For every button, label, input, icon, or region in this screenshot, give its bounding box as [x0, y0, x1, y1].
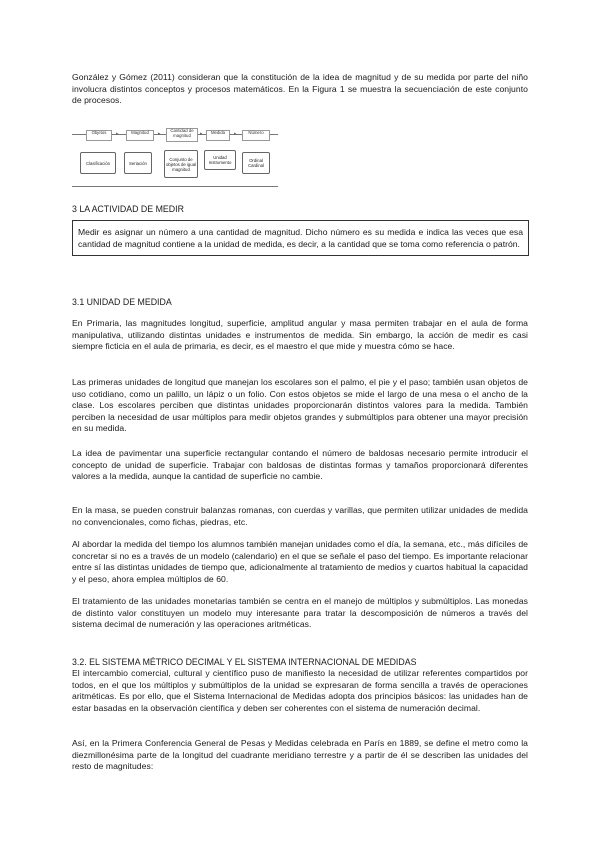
figure-box-clasificacion: Clasificación	[80, 152, 116, 174]
paragraph-superficie: La idea de pavimentar una superficie rectangular contando el número de baldosas necesario permite introducir el concepto de unidad de superficie. Trabajar con baldosas de distintas formas y tamaños proporcionará diferentes valores a la medida, aunque la cantidad de superficie no cambie.	[72, 448, 528, 482]
section-3-2-heading: 3.2. EL SISTEMA MÉTRICO DECIMAL Y EL SISTEMA INTERNACIONAL DE MEDIDAS	[72, 657, 417, 667]
paragraph-conferencia: Así, en la Primera Conferencia General de Pesas y Medidas celebrada en París en 1889, se define el metro como la diezmillonésima parte de la longitud del cuadrante meridiano terrestre y a partir de él se describen las unidades del resto de magnitudes:	[72, 738, 528, 772]
figure-label-cantidad: Cantidad de magnitud	[166, 128, 198, 142]
paragraph-longitud: Las primeras unidades de longitud que manejan los escolares son el palmo, el pie y el paso; también usan objetos de uso cotidiano, como un palillo, un lápiz o un folio. Con estos objetos se mide el largo de una mesa o el ancho de la clase. Los escolares perciben que distintas unidades proporcionarán distintos valores para la medida. También perciben la necesidad de usar múltiplos para medir objetos grandes y submúltiplos para obtener una mayor precisión en su medida.	[72, 377, 528, 434]
figure-label-medida: Medida	[206, 130, 230, 141]
figure-box-unidad: Unidad Instrumento	[204, 150, 236, 170]
paragraph-tiempo: Al abordar la medida del tiempo los alumnos también manejan unidades como el día, la semana, etc., más difíciles de concretar si no es a través de un modelo (calendario) en el que se señale el paso del tiempo. Es importante relacionar entre sí las distintas unidades de tiempo que, adicionalmente al tratamiento de medios y cuartos habitual la capacidad y el peso, ahora emplea múltiplos de 60.	[72, 539, 528, 584]
figure-bottom-line	[72, 186, 278, 187]
paragraph-monetarias: El tratamiento de las unidades monetarias también se centra en el manejo de múltiplos y submúltiplos. Las monedas de distinto valor constituyen un modelo muy interesante para tratar la descomposición de números a través del sistema decimal de numeración y las operaciones aritméticas.	[72, 596, 528, 630]
paragraph-primaria: En Primaria, las magnitudes longitud, superficie, amplitud angular y masa permiten trabajar en el aula de forma manipulativa, utilizando distintas unidades e instrumentos de medida. Sin embargo, la acción de medir es casi siempre ficticia en el aula de primaria, es decir, es el maestro el que mide y muestra cómo se hace.	[72, 318, 528, 352]
arrow-right-icon: ▸	[200, 131, 203, 137]
figure-label-objetos: Objetos	[86, 130, 112, 141]
paragraph-masa: En la masa, se pueden construir balanzas romanas, con cuerdas y varillas, que permiten utilizar unidades de medida no convencionales, como fichas, piedras, etc.	[72, 505, 528, 527]
figure-box-ordinal: Ordinal Cardinal	[242, 152, 270, 174]
section-3-heading: 3 LA ACTIVIDAD DE MEDIR	[72, 204, 184, 214]
paragraph-intercambio: El intercambio comercial, cultural y científico puso de manifiesto la necesidad de utilizar referentes compartidos por todos, en el que los múltiplos y submúltiplos de la unidad se expresaran de forma sencilla a través de operaciones aritméticas. Es por ello, que el Sistema Internacional de Medidas adopta dos principios básicos: las unidades han de estar basadas en la observación científica y deben ser coherentes con el sistema de numeración decimal.	[72, 668, 528, 713]
figure-label-magnitud: Magnitud	[126, 130, 154, 141]
figure-label-numero: Número	[242, 130, 270, 141]
section-3-1-heading: 3.1 UNIDAD DE MEDIDA	[72, 297, 172, 307]
arrow-right-icon: ▸	[116, 131, 119, 137]
figure-box-conjunto: Conjunto de objetos de igual magnitud	[164, 150, 198, 178]
definition-box: Medir es asignar un número a una cantidad de magnitud. Dicho número es su medida e indica las veces que esa cantidad de magnitud contiene a la unidad de medida, es decir, a la cantidad que se toma como referencia o patrón.	[72, 220, 529, 256]
arrow-right-icon: ▸	[158, 131, 161, 137]
figure-1-diagram	[72, 124, 278, 190]
arrow-right-icon: ▸	[234, 131, 237, 137]
intro-paragraph: González y Gómez (2011) consideran que la constitución de la idea de magnitud y de su medida por parte del niño involucra distintos conceptos y procesos matemáticos. En la Figura 1 se muestra la secuenciación de este conjunto de procesos.	[72, 72, 528, 106]
figure-box-seriacion: Seriación	[124, 152, 152, 174]
